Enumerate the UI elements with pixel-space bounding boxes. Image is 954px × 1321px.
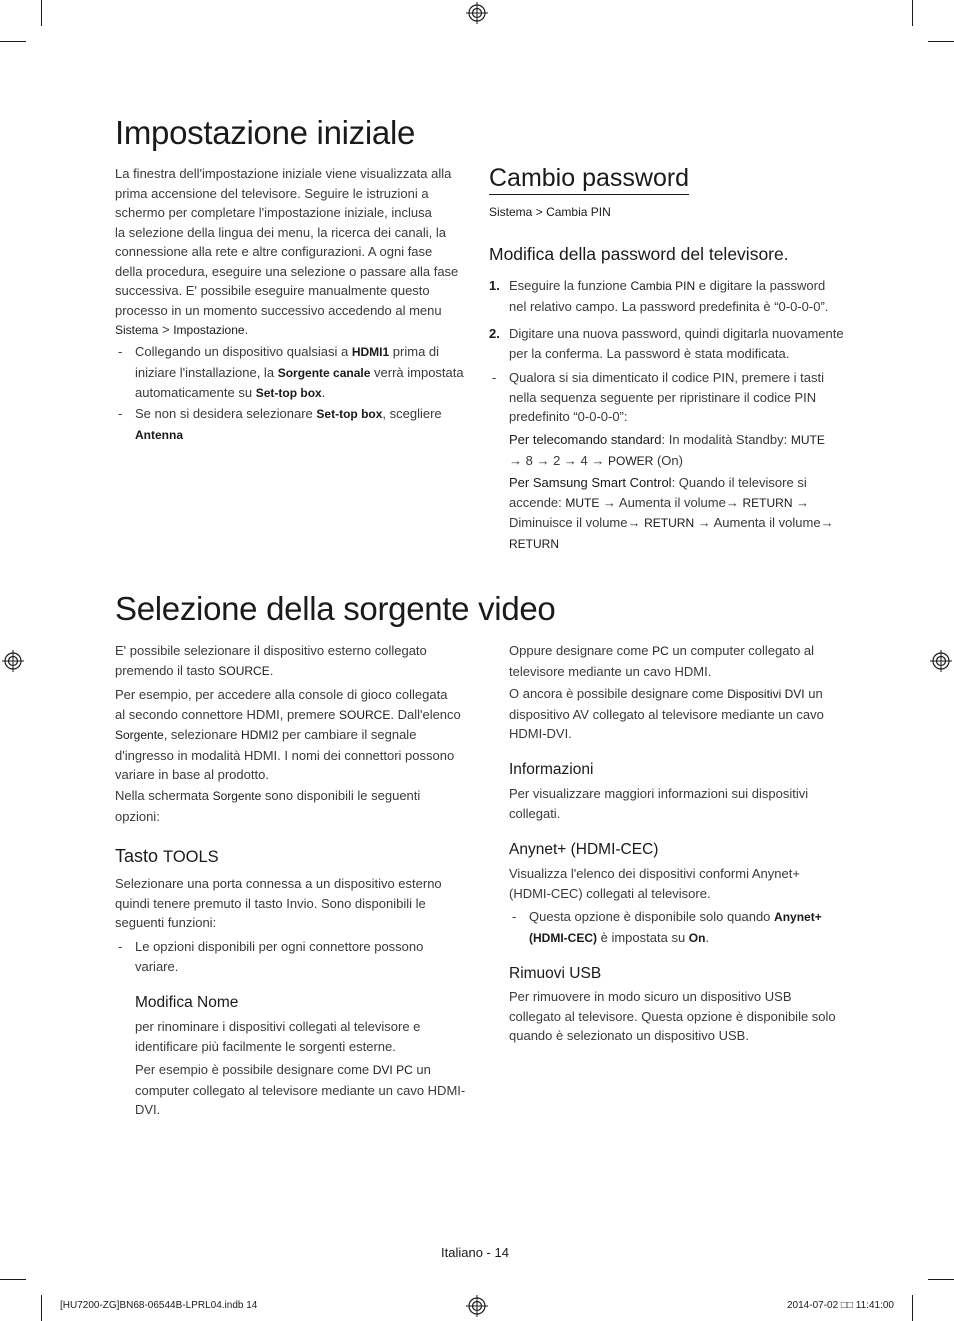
rename-example: Per esempio è possibile designare come DVI PC un computer collegato al televisore mediante un cavo HDMI- DVI.: [135, 1062, 466, 1117]
label-anynet: Anynet+: [774, 910, 822, 924]
label-sorgente: Sorgente: [212, 789, 262, 803]
label-dvi-devices: Dispositivi DVI: [727, 687, 805, 701]
subsection-title-information: Informazioni: [509, 761, 594, 778]
label-change-pin: Cambia PIN: [630, 279, 696, 293]
intro-paragraph: La finestra dell'impostazione iniziale viene visualizzata alla prima accensione del televisore. Seguire le istruzioni a schermo per completare l'impostazione iniziale, inclusa la selezione della lingua dei menu, la ricerca dei canali, la connessione alla rete e altre configurazioni. A ogni fase della procedura, eseguire una selezione o passare alla fase successiva. E' possibile eseguire manualmente questo processo in un momento successivo accedendo al menu Sistema > Impostazione.: [115, 166, 459, 337]
crop-mark-top-right-v: [912, 0, 913, 26]
step-2: 2. Digitare una nuova password, quindi digitarla nuovamente per la conferma. La password è stata modificata.: [489, 326, 844, 361]
key-return: RETURN: [509, 536, 559, 551]
tools-note: - Le opzioni disponibili per ogni connettore possono variare.: [118, 939, 424, 974]
label-settop: Set-top box: [255, 386, 322, 400]
page-number: Italiano - 14: [441, 1245, 509, 1260]
crop-mark-bottom-left-h: [0, 1279, 26, 1280]
menu-path-setup: Impostazione: [173, 323, 245, 337]
subsection-title-remove-usb: Rimuovi USB: [509, 965, 602, 982]
footer-timestamp: 2014-07-02 □□ 11:41:00: [787, 1300, 894, 1311]
label-standard-remote: Per telecomando standard: [509, 432, 662, 447]
rename-paragraph: per rinominare i dispositivi collegati al televisore e identificare più facilmente le sorgenti esterne.: [135, 1019, 421, 1054]
label-hdmi-cec: (HDMI-CEC): [529, 930, 597, 945]
label-sorgente: Sorgente: [115, 728, 164, 742]
step-1: 1. Eseguire la funzione Cambia PIN e digitare la password nel relativo campo. La password predefinita è “0-0-0-0”.: [489, 278, 829, 314]
key-source: SOURCE: [218, 663, 270, 678]
key-return: RETURN: [742, 495, 793, 510]
source-paragraph-2: Per esempio, per accedere alla console di gioco collegata al secondo connettore HDMI, premere SOURCE. Dall'elenco Sorgente, selezionare HDMI2 per cambiare il segnale d'ingresso in modalità HDMI. I nomi dei connettori possono variare in base al prodotto.: [115, 687, 461, 782]
note-hdmi1: - Collegando un dispositivo qualsiasi a HDMI1 prima di iniziare l'installazione, la Sorgente canale verrà impostata automaticamente su Set-top box.: [118, 344, 464, 400]
crop-mark-top-left-h: [0, 41, 26, 42]
key-mute: MUTE: [790, 433, 825, 447]
remove-usb-paragraph: Per rimuovere in modo sicuro un dispositivo USB collegato al televisore. Questa opzione è disponibile solo quando è selezionato un dispositivo USB.: [509, 989, 836, 1043]
label-pc: PC: [652, 644, 669, 658]
note-settop: - Se non si desidera selezionare Set-top box, scegliere Antenna: [118, 406, 442, 442]
key-power: POWER: [608, 453, 654, 468]
subsection-title-anynet: Anynet+ (HDMI-CEC): [509, 841, 659, 858]
information-paragraph: Per visualizzare maggiori informazioni sui dispositivi collegati.: [509, 786, 809, 821]
registration-mark-icon: [466, 2, 488, 24]
menu-path-system: Sistema: [115, 323, 159, 337]
source-paragraph-3: Nella schermata Sorgente sono disponibili le seguenti opzioni:: [115, 788, 421, 824]
registration-mark-icon: [466, 1295, 488, 1317]
note-forgot-pin: - Qualora si sia dimenticato il codice PIN, premere i tasti nella sequenza seguente per ripristinare il codice PIN predefinito “0-0-0-0”:: [492, 370, 825, 424]
registration-mark-icon: [930, 650, 952, 672]
page-title-initial-setup: Impostazione iniziale: [115, 114, 416, 151]
breadcrumb-change-pin: Sistema > Cambia PIN: [489, 205, 611, 219]
tools-paragraph: Selezionare una porta connessa a un dispositivo esterno quindi tenere premuto il tasto Invio. Sono disponibili le seguenti funzioni:: [115, 876, 442, 930]
key-mute: MUTE: [565, 495, 600, 510]
key-return: RETURN: [644, 516, 695, 530]
label-settop: Set-top box: [316, 407, 383, 421]
crop-mark-bottom-right-v: [912, 1295, 913, 1321]
key-source: SOURCE: [339, 707, 391, 722]
label-antenna: Antenna: [135, 427, 183, 442]
label-on: On: [688, 930, 706, 945]
anynet-paragraph: Visualizza l'elenco dei dispositivi conformi Anynet+ (HDMI-CEC) collegati al televisore.: [509, 866, 800, 901]
anynet-note: - Questa opzione è disponibile solo quando Anynet+ (HDMI-CEC) è impostata su On.: [512, 909, 822, 945]
crop-mark-bottom-left-v: [41, 1295, 42, 1321]
label-hdmi1: HDMI1: [351, 345, 390, 359]
designate-dvi-paragraph: O ancora è possibile designare come Dispositivi DVI un dispositivo AV collegato al televisore mediante un cavo HDMI-DVI.: [509, 686, 824, 741]
subsection-title-rename: Modifica Nome: [135, 994, 239, 1011]
section-title-tools-key: Tasto TOOLS: [115, 846, 219, 866]
page-title-source-selection: Selezione della sorgente video: [115, 590, 556, 627]
label-dvi-pc: DVI PC: [372, 1063, 413, 1077]
label-smart-control: Per Samsung Smart Control: [509, 475, 672, 490]
source-paragraph-1: E' possibile selezionare il dispositivo esterno collegato premendo il tasto SOURCE.: [115, 643, 427, 678]
footer-file-name: [HU7200-ZG]BN68-06544B-LPRL04.indb 14: [60, 1300, 258, 1311]
crop-mark-bottom-right-h: [928, 1279, 954, 1280]
label-source-channel: Sorgente canale: [277, 365, 371, 380]
crop-mark-top-left-v: [41, 0, 42, 26]
label-hdmi2: HDMI2: [241, 728, 279, 742]
section-title-change-password: Cambio password: [489, 164, 689, 193]
remote-standard-sequence: Per telecomando standard: In modalità Standby: MUTE → 8 → 2 → 4 → POWER (On): [509, 432, 825, 468]
crop-mark-top-right-h: [928, 41, 954, 42]
subsection-title-modify-password: Modifica della password del televisore.: [489, 244, 789, 264]
designate-pc-paragraph: Oppure designare come PC un computer collegato al televisore mediante un cavo HDMI.: [509, 643, 815, 679]
smart-control-sequence: Per Samsung Smart Control: Quando il televisore si accende: MUTE → Aumenta il volume→ RETURN → Diminuisce il volume→ RETURN → Aumenta il volume→ RETURN: [509, 475, 834, 551]
registration-mark-icon: [2, 650, 24, 672]
